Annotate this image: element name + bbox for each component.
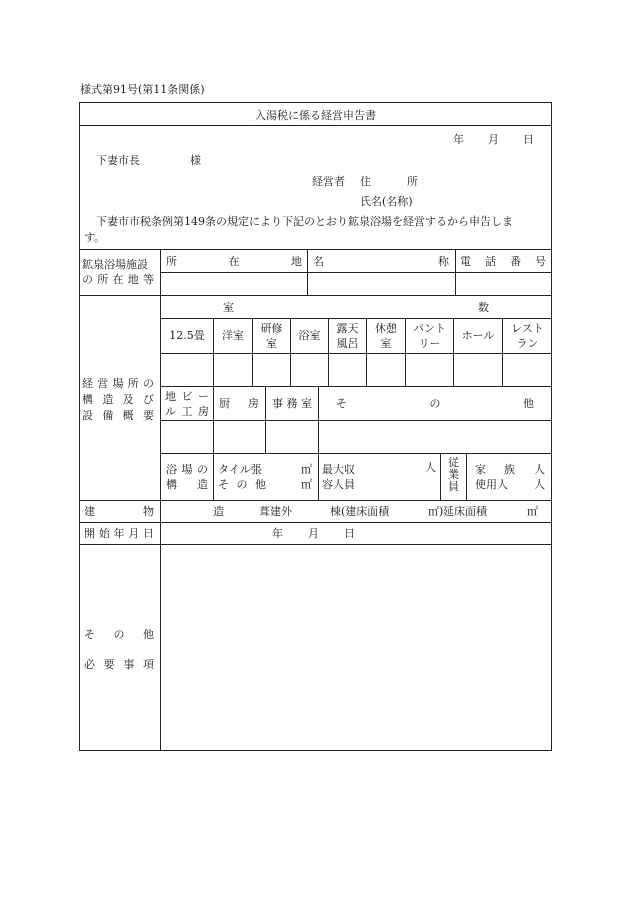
hired-unit: 人 [534,478,545,491]
form-title: 入湯税に係る経営申告書 [255,109,376,122]
room-type-pantry: パント リー [413,322,446,350]
name-label: 氏名(名称) [360,195,413,208]
statement-line-1: 下妻市市税条例第149条の規定により下記のとおり鉱泉浴場を経営するから申告しま [96,215,513,228]
col-header-phone: 電 話 番 号 [460,255,546,268]
office-label: 事 務 室 [272,397,312,410]
other-matters-input[interactable] [162,546,551,750]
family-unit: 人 [534,463,545,476]
room-type-bath: 浴室 [298,329,321,342]
building-total-area: 延床面積 [443,505,487,518]
date-day-label: 日 [523,133,534,146]
bath-area-labels [218,462,312,492]
facility-other-label: そ の 他 [336,397,534,410]
building-count: 棟(建床面積 [330,505,390,518]
room-type-hall: ホール [461,329,495,342]
name-input-cell[interactable] [309,274,454,294]
addressee: 下妻市長 [96,154,140,167]
building-structure: 造 [213,505,224,518]
room-type-restaurant: レスト ラン [511,322,544,350]
room-type-western: 洋室 [222,329,244,342]
col-header-name: 名 称 [313,255,449,268]
location-label [82,257,158,287]
start-date-day: 日 [344,527,355,540]
address-label-2: 所 [407,175,418,188]
room-type-open-air: 露天 風呂 [336,322,359,350]
rooms-header-left: 室 [223,301,234,314]
staff-label: 従 業 員 [448,456,459,493]
brewery-label: 地 ビ ー ル 工 房 [165,390,209,418]
hired-label: 使用人 [475,478,508,491]
col-header-address: 所 在 地 [166,255,302,268]
address-label-1: 住 [360,175,371,188]
location-label-line2: の 所 在 地 等 [82,273,154,286]
structure-label: 経 営 場 所 の 構 造 及 び 設 備 概 要 [82,377,154,422]
bath-other-label: そ の 他 [218,478,266,491]
other-matters-label: そ の 他 必 要 事 項 [84,628,154,671]
bath-structure-label: 浴 場 の 構 造 [166,463,208,491]
form-number: 様式第91号(第11条関係) [80,83,205,96]
family-label: 家 族 [475,463,515,476]
location-label-line1: 鉱泉浴場施設 [82,258,148,271]
building-floors: 葺建外 [259,505,292,518]
rooms-header-right: 数 [478,301,489,314]
start-date-month: 月 [308,527,319,540]
room-type-12-5-jo: 12.5畳 [169,329,205,342]
start-date-year: 年 [272,527,283,540]
room-type-rest: 休憩 室 [375,322,397,350]
date-year-label: 年 [453,133,464,146]
building-area-unit: ㎡) [428,505,444,518]
tile-label: タイル張 [218,463,262,476]
building-total-unit: ㎡ [527,505,538,518]
other-unit: ㎡ [301,478,312,491]
staff-breakdown [475,462,545,492]
kitchen-label: 厨 房 [219,397,259,410]
address-input-cell[interactable] [162,274,306,294]
capacity-label: 最大収 容人員 [322,463,355,491]
start-date-label: 開 始 年 月 日 [84,527,154,540]
capacity-unit: 人 [425,461,436,474]
room-type-training: 研修 室 [260,322,283,350]
phone-input-cell[interactable] [457,274,551,294]
statement-line-2: す。 [84,231,106,244]
building-label: 建 物 [84,505,154,518]
date-month-label: 月 [488,133,499,146]
honorific: 様 [190,154,201,167]
operator-label: 経営者 [312,175,345,188]
tile-unit: ㎡ [301,463,312,476]
